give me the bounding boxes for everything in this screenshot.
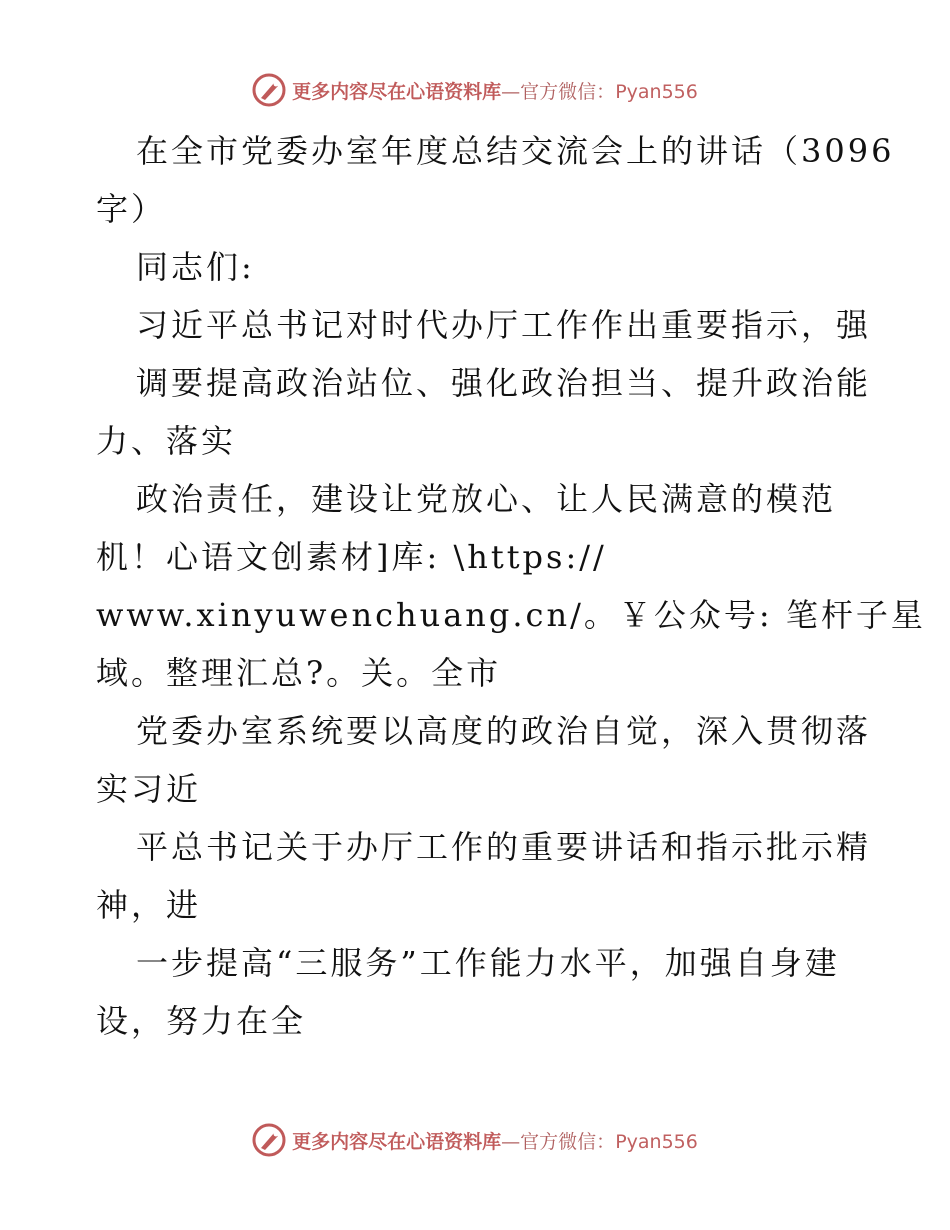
paragraph-line: 政治责任，建设让党放心、让人民满意的模范	[136, 480, 837, 518]
pen-logo-icon	[252, 1123, 286, 1157]
watermark-dash: —	[501, 80, 521, 103]
paragraph-line: 党委办室系统要以高度的政治自觉，深入贯彻落	[136, 712, 872, 750]
paragraph-line: 域。整理汇总?。关。全市	[96, 654, 502, 692]
paragraph-line: 一步提高“三服务”工作能力水平，加强自身建	[136, 944, 840, 982]
header-watermark	[0, 70, 950, 110]
paragraph-line: 平总书记关于办厅工作的重要讲话和指示批示精	[136, 828, 872, 866]
paragraph-line: www.xinyuwenchuang.cn/。￥公众号: 笔杆子星	[96, 596, 926, 634]
watermark-main-text: 更多内容尽在心语资料库	[292, 1130, 502, 1153]
paragraph-line: 习近平总书记对时代办厅工作作出重要指示，强	[136, 306, 872, 344]
document-title-line-2: 字）	[96, 190, 167, 228]
watermark-dash: —	[501, 1130, 521, 1153]
watermark-account-label: 官方微信：	[520, 1130, 616, 1153]
watermark-account-label: 官方微信：	[520, 80, 616, 103]
pen-logo-icon	[252, 73, 286, 107]
footer-watermark	[0, 1120, 950, 1160]
paragraph-line: 神，进	[96, 886, 202, 924]
watermark-main-text: 更多内容尽在心语资料库	[292, 80, 502, 103]
paragraph-line: 调要提高政治站位、强化政治担当、提升政治能	[136, 364, 872, 402]
paragraph-line: 实习近	[96, 770, 202, 808]
document-body	[96, 122, 926, 1050]
paragraph-line: 设，努力在全	[96, 1002, 307, 1040]
watermark-account-id: Pyan556	[615, 80, 698, 103]
document-title-line-1: 在全市党委办室年度总结交流会上的讲话（3096	[136, 132, 895, 170]
salutation: 同志们:	[136, 248, 255, 286]
paragraph-line: 机！心语文创素材]库: \https://	[96, 538, 607, 576]
paragraph-line: 力、落实	[96, 422, 237, 460]
watermark-account-id: Pyan556	[615, 1130, 698, 1153]
